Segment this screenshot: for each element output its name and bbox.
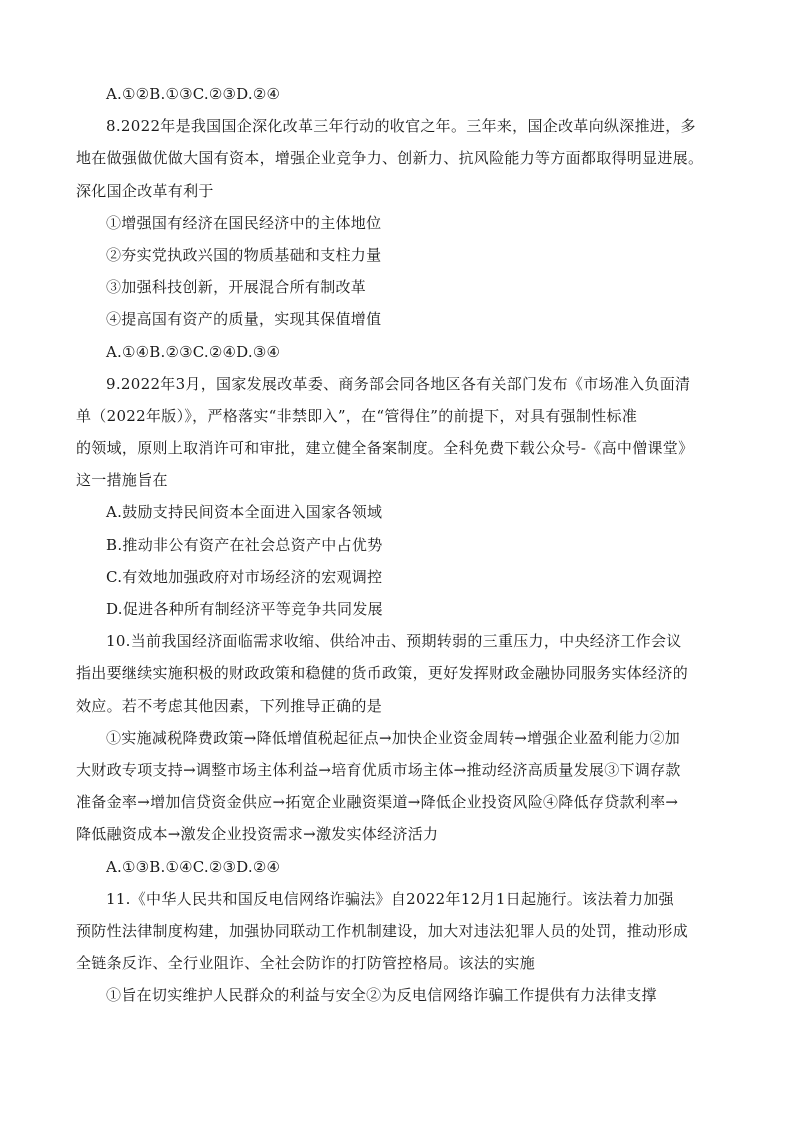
q10-items-line-4: 降低融资成本→激发企业投资需求→激发实体经济活力 bbox=[76, 825, 439, 844]
q9-stem-line-1: 9.2022年3月，国家发展改革委、商务部会同各地区各有关部门发布《市场准入负面清 bbox=[106, 374, 691, 393]
q9-option-a: A.鼓励支持民间资本全面进入国家各领域 bbox=[106, 503, 383, 522]
q10-items-line-2: 大财政专项支持→调整市场主体利益→培育优质市场主体→推动经济高质量发展③下调存款 bbox=[76, 760, 681, 779]
q8-item-2: ②夯实党执政兴国的物质基础和支柱力量 bbox=[106, 245, 382, 264]
q8-item-4: ④提高国有资产的质量，实现其保值增值 bbox=[106, 310, 382, 329]
q8-item-1: ①增强国有经济在国民经济中的主体地位 bbox=[106, 213, 382, 232]
q9-option-b: B.推动非公有资产在社会总资产中占优势 bbox=[106, 535, 383, 554]
q9-option-d: D.促进各种所有制经济平等竞争共同发展 bbox=[106, 600, 383, 618]
q9-option-c: C.有效地加强政府对市场经济的宏观调控 bbox=[106, 567, 383, 586]
q11-items-line-1: ①旨在切实维护人民群众的利益与安全②为反电信网络诈骗工作提供有力法律支撑 bbox=[106, 986, 657, 1005]
q10-answer-options: A.①③B.①④C.②③D.②④ bbox=[106, 857, 281, 876]
q11-stem-line-1: 11.《中华人民共和国反电信网络诈骗法》自2022年12月1日起施行。该法着力加强 bbox=[106, 889, 674, 908]
q10-items-line-3: 准备金率→增加信贷资金供应→拓宽企业融资渠道→降低企业投资风险④降低存贷款利率→ bbox=[76, 793, 679, 812]
q9-stem-line-3: 的领域，原则上取消许可和审批，建立健全备案制度。全科免费下载公众号-《高中僧课堂》 bbox=[76, 439, 694, 458]
q8-answer-options: A.①④B.②③C.②④D.③④ bbox=[106, 342, 281, 361]
q11-stem-line-3: 全链条反诈、全行业阻诈、全社会防诈的打防管控格局。该法的实施 bbox=[76, 954, 536, 973]
q8-stem-line-2: 地在做强做优做大国有资本，增强企业竞争力、创新力、抗风险能力等方面都取得明显进展。 bbox=[76, 149, 704, 168]
q10-stem-line-1: 10.当前我国经济面临需求收缩、供给冲击、预期转弱的三重压力，中央经济工作会议 bbox=[106, 632, 682, 651]
q11-stem-line-2: 预防性法律制度构建，加强协同联动工作机制建设，加大对违法犯罪人员的处罚，推动形成 bbox=[76, 921, 689, 940]
q10-stem-line-2: 指出要继续实施积极的财政政策和稳健的货币政策，更好发挥财政金融协同服务实体经济的 bbox=[76, 664, 689, 683]
q8-stem-line-1: 8.2022年是我国国企深化改革三年行动的收官之年。三年来，国企改革向纵深推进，多 bbox=[106, 117, 696, 136]
q10-stem-line-3: 效应。若不考虑其他因素，下列推导正确的是 bbox=[76, 696, 383, 715]
q10-items-line-1: ①实施减税降费政策→降低增值税起征点→加快企业资金周转→增强企业盈利能力②加 bbox=[106, 728, 681, 747]
q8-item-3: ③加强科技创新，开展混合所有制改革 bbox=[106, 278, 367, 297]
q9-stem-line-4: 这一措施旨在 bbox=[76, 471, 168, 490]
q7-answer-options: A.①②B.①③C.②③D.②④ bbox=[106, 85, 281, 103]
q9-stem-line-2: 单（2022年版）》，严格落实“非禁即入”，在“管得住”的前提下，对具有强制性标准 bbox=[76, 406, 638, 425]
q8-stem-line-3: 深化国企改革有利于 bbox=[76, 181, 214, 200]
document-page bbox=[76, 78, 721, 1011]
